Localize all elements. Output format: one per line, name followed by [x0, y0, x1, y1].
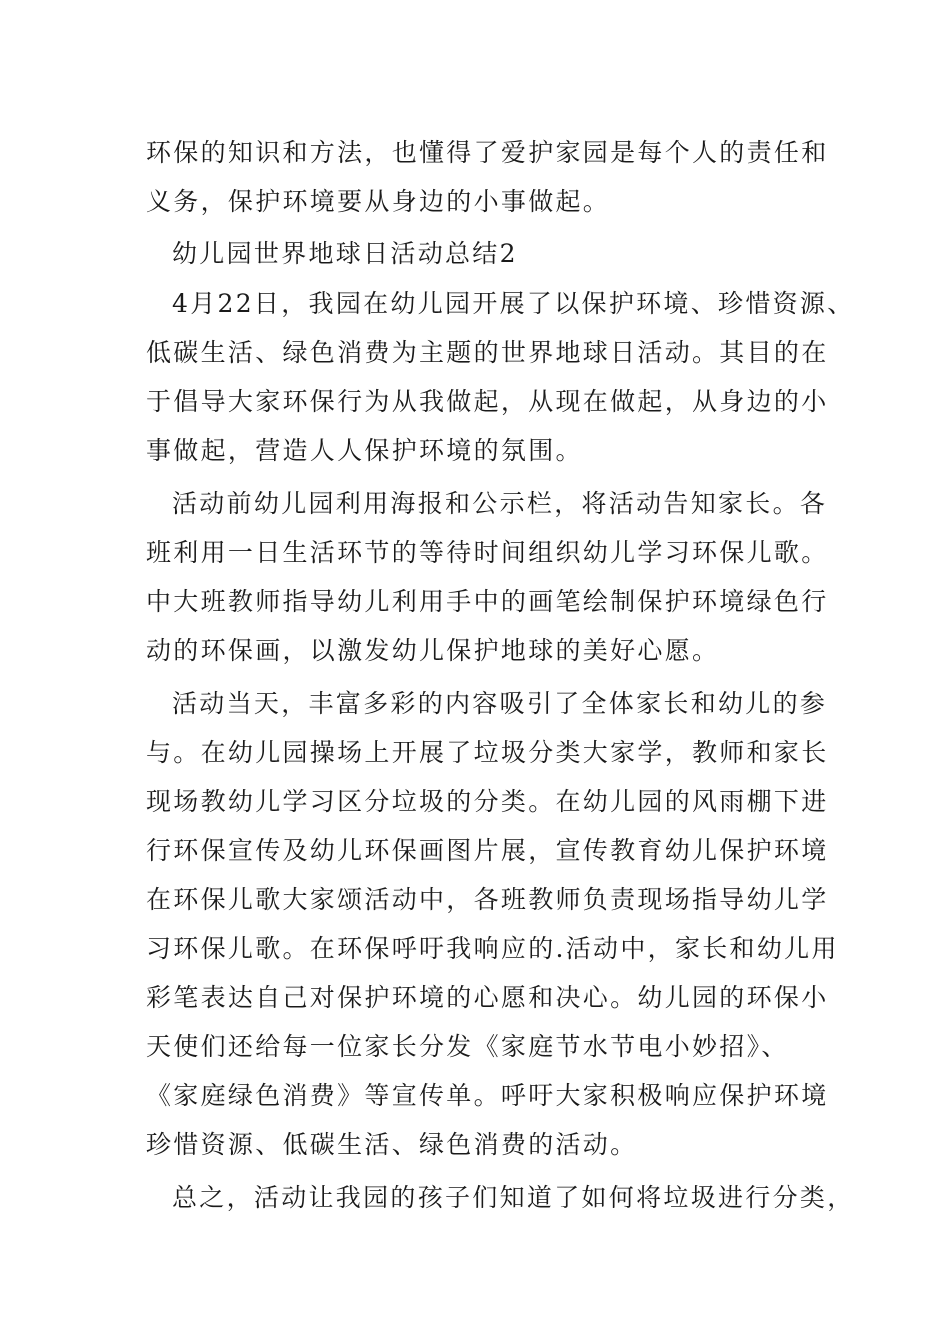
text-line: 《家庭绿色消费》等宣传单。呼吁大家积极响应保护环境 [146, 1081, 829, 1110]
text-line: 与。在幼儿园操场上开展了垃圾分类大家学，教师和家长 [146, 738, 829, 767]
text-line: 班利用一日生活环节的等待时间组织幼儿学习环保儿歌。 [146, 538, 829, 567]
text-line: 低碳生活、绿色消费为主题的世界地球日活动。其目的在 [146, 338, 829, 367]
paragraph-first-line: 总之，活动让我园的孩子们知道了如何将垃圾进行分类， [172, 1183, 855, 1212]
text-line: 行环保宣传及幼儿环保画图片展，宣传教育幼儿保护环境 [146, 836, 829, 865]
text-line: 现场教幼儿学习区分垃圾的分类。在幼儿园的风雨棚下进 [146, 787, 829, 816]
text-line: 天使们还给每一位家长分发《家庭节水节电小妙招》、 [146, 1032, 789, 1061]
text-line: 于倡导大家环保行为从我做起，从现在做起，从身边的小 [146, 387, 829, 416]
text-line: 义务，保护环境要从身边的小事做起。 [146, 187, 611, 216]
paragraph-first-line: 活动前幼儿园利用海报和公示栏，将活动告知家长。各 [172, 489, 828, 518]
text-line: 事做起，营造人人保护环境的氛围。 [146, 436, 583, 465]
paragraph-first-line: 4月22日，我园在幼儿园开展了以保护环境、珍惜资源、 [172, 289, 855, 318]
text-line: 在环保儿歌大家颂活动中，各班教师负责现场指导幼儿学 [146, 885, 829, 914]
text-line: 习环保儿歌。在环保呼吁我响应的.活动中，家长和幼儿用 [146, 934, 839, 963]
text-line: 珍惜资源、低碳生活、绿色消费的活动。 [146, 1130, 638, 1159]
paragraph-first-line: 活动当天，丰富多彩的内容吸引了全体家长和幼儿的参 [172, 689, 828, 718]
section-heading: 幼儿园世界地球日活动总结2 [172, 239, 518, 268]
text-line: 中大班教师指导幼儿利用手中的画笔绘制保护环境绿色行 [146, 587, 829, 616]
text-line: 环保的知识和方法，也懂得了爱护家园是每个人的责任和 [146, 138, 829, 167]
text-line: 动的环保画，以激发幼儿保护地球的美好心愿。 [146, 636, 720, 665]
text-line: 彩笔表达自己对保护环境的心愿和决心。幼儿园的环保小 [146, 983, 829, 1012]
